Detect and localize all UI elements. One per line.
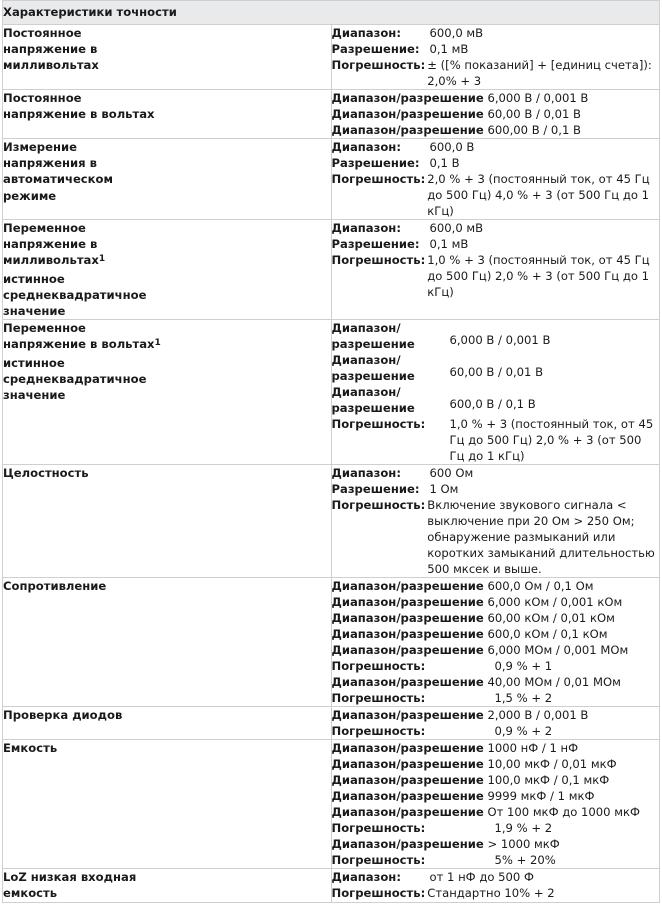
parameter-values-cell <box>331 90 660 139</box>
spec-line <box>332 674 660 690</box>
spec-value: 6,000 МОм / 0,001 МОм <box>483 643 629 658</box>
parameter-values-cell <box>331 578 660 707</box>
parameter-values-cell <box>331 220 660 320</box>
spec-label: Погрешность: <box>331 253 426 267</box>
spec-line <box>332 658 660 674</box>
spec-value: 600,0 Ом / 0,1 Ом <box>483 579 594 594</box>
spec-line <box>332 690 660 706</box>
spec-line <box>332 155 660 171</box>
parameter-name-line: LoZ низкая входная <box>3 870 137 885</box>
parameter-name-line: истинное <box>3 271 65 286</box>
parameter-values-cell <box>331 139 660 220</box>
table-row <box>3 465 660 578</box>
spec-label: Диапазон: <box>331 870 401 885</box>
spec-value: От 100 мкФ до 1000 мкФ <box>483 805 640 820</box>
parameter-values-cell <box>331 707 660 740</box>
parameter-name-line: Проверка диодов <box>3 708 123 723</box>
parameter-name-cell <box>3 90 332 139</box>
spec-label: Диапазон/разрешение <box>331 579 484 594</box>
spec-label: Погрешность: <box>331 886 426 901</box>
spec-line <box>332 90 660 106</box>
parameter-name-line: напряжения в <box>3 156 97 171</box>
parameter-name-line: Переменное <box>3 321 86 336</box>
spec-value: 600,0 В / 0,1 В <box>449 397 536 412</box>
parameter-name-line: напряжение в вольтах <box>3 107 155 122</box>
spec-label: Погрешность: <box>331 724 426 739</box>
spec-value: 1,0 % + 3 (постоянный ток, от 45 Гц до 500 Гц) 2,0 % + 3 (от 500 Гц до 1 кГц) <box>449 417 654 464</box>
table-header-row <box>3 1 660 25</box>
parameter-name-cell <box>3 740 332 869</box>
parameter-name-extra <box>3 355 331 404</box>
spec-value: 600,0 мВ <box>429 26 484 40</box>
spec-value: 60,00 кОм / 0,01 кОм <box>483 611 615 626</box>
spec-line <box>332 723 660 739</box>
spec-value: 600,0 В <box>429 140 475 154</box>
parameter-name-line: значение <box>3 304 66 319</box>
parameter-name-cell <box>3 707 332 740</box>
parameter-name-cell <box>3 220 332 320</box>
parameter-name-line: напряжение в <box>3 42 98 57</box>
spec-value: 2,000 В / 0,001 В <box>483 708 589 723</box>
parameter-name-cell <box>3 869 332 902</box>
spec-value: 10,00 мкФ / 0,01 мкФ <box>483 757 617 772</box>
spec-line <box>332 465 660 481</box>
spec-label: Погрешность: <box>331 853 426 868</box>
spec-line <box>332 756 660 772</box>
parameter-name-line: Емкость <box>3 741 58 756</box>
spec-line <box>332 252 660 300</box>
spec-value: 1,9 % + 2 <box>494 821 553 836</box>
spec-label: Диапазон/разрешение <box>331 708 484 723</box>
parameter-name-cell <box>3 465 332 578</box>
spec-value: 0,9 % + 2 <box>494 724 553 739</box>
spec-label: Диапазон/разрешение <box>331 385 415 416</box>
spec-line <box>332 594 660 610</box>
spec-line <box>332 626 660 642</box>
spec-label: Погрешность: <box>331 821 426 836</box>
parameter-name-line: Переменное <box>3 221 86 235</box>
parameter-name-line: значение <box>3 388 66 403</box>
spec-line <box>332 642 660 658</box>
parameter-name-line: милливольтах$^1$ <box>3 253 106 268</box>
spec-value: ± ([% показаний] + [единиц счета]): 2,0% + 3 <box>427 58 656 88</box>
spec-value: 6,000 В / 0,001 В <box>483 91 589 105</box>
spec-value: Стандартно 10% + 2 <box>427 886 555 901</box>
parameter-values-cell <box>331 465 660 578</box>
spec-value: 1000 нФ / 1 нФ <box>483 741 579 756</box>
spec-value: 0,1 мВ <box>429 42 469 56</box>
spec-label: Диапазон: <box>331 221 401 235</box>
spec-line <box>332 41 660 57</box>
spec-label: Погрешность: <box>331 691 426 706</box>
spec-label: Погрешность: <box>331 58 426 72</box>
spec-line <box>332 610 660 626</box>
parameter-name-line: автоматическом <box>3 172 113 187</box>
table-row <box>3 869 660 902</box>
spec-label: Диапазон/разрешение <box>331 805 484 820</box>
spec-value: 60,00 В / 0,01 В <box>449 365 544 380</box>
spec-line <box>332 820 660 836</box>
spec-line <box>332 352 660 384</box>
spec-label: Диапазон/разрешение <box>331 837 484 852</box>
spec-label: Диапазон/разрешение <box>331 773 484 788</box>
spec-value: 2,0 % + 3 (постоянный ток, от 45 Гц до 500 Гц) 4,0 % + 3 (от 500 Гц до 1 кГц) <box>427 172 654 218</box>
spec-line <box>332 122 660 138</box>
spec-line <box>332 869 660 885</box>
spec-value: 600,00 В / 0,1 В <box>483 123 581 137</box>
spec-label: Диапазон/разрешение <box>331 627 484 642</box>
parameter-values-cell <box>331 25 660 90</box>
parameter-name-line: Сопротивление <box>3 579 107 594</box>
spec-value: 60,00 В / 0,01 В <box>483 107 581 121</box>
spec-value: 1,5 % + 2 <box>494 691 553 706</box>
spec-value: 0,1 мВ <box>429 237 469 251</box>
spec-line <box>332 220 660 236</box>
spec-label: Погрешность: <box>331 172 426 186</box>
parameter-name-line: Целостность <box>3 466 89 481</box>
spec-line <box>332 707 660 723</box>
spec-label: Погрешность: <box>331 659 426 674</box>
spec-label: Погрешность: <box>331 498 426 513</box>
parameter-name-cell <box>3 139 332 220</box>
footnote-marker: 1 <box>154 338 161 349</box>
spec-value: 40,00 МОм / 0,01 МОм <box>483 675 621 690</box>
spec-label: Диапазон: <box>331 140 401 154</box>
parameter-name-line: Измерение <box>3 140 77 154</box>
spec-label: Разрешение: <box>331 237 420 251</box>
parameter-name-cell <box>3 25 332 90</box>
spec-line <box>332 852 660 868</box>
spec-line <box>332 416 660 464</box>
spec-line <box>332 384 660 416</box>
parameter-name-line: среднеквадратичное <box>3 371 147 386</box>
spec-label: Диапазон/разрешение <box>331 321 415 352</box>
table-row <box>3 220 660 320</box>
parameter-name-line: напряжение в <box>3 237 98 252</box>
spec-line <box>332 836 660 852</box>
parameter-name-line: истинное <box>3 355 65 370</box>
spec-line <box>332 804 660 820</box>
spec-value: 100,0 мкФ / 0,1 мкФ <box>483 773 610 788</box>
spec-label: Диапазон/разрешение <box>331 789 484 804</box>
spec-line <box>332 171 660 219</box>
spec-line <box>332 788 660 804</box>
footnote-marker: 1 <box>98 254 106 265</box>
spec-line <box>332 139 660 155</box>
parameter-name-cell <box>3 578 332 707</box>
spec-label: Диапазон/разрешение <box>331 91 484 105</box>
spec-value: 0,1 В <box>429 156 460 170</box>
spec-label: Диапазон: <box>331 26 401 40</box>
table-row <box>3 320 660 465</box>
parameter-name-line: режиме <box>3 188 57 203</box>
spec-line <box>332 481 660 497</box>
spec-value: 600,0 кОм / 0,1 кОм <box>483 627 608 642</box>
parameter-name-line: милливольтах <box>3 58 99 73</box>
table-row <box>3 90 660 139</box>
spec-line <box>332 578 660 594</box>
spec-label: Диапазон/разрешение <box>331 611 484 626</box>
spec-label: Диапазон/разрешение <box>331 595 484 610</box>
spec-line <box>332 25 660 41</box>
spec-value: 1 Ом <box>429 482 459 497</box>
spec-value: 600 Ом <box>429 466 474 481</box>
spec-label: Диапазон/разрешение <box>331 757 484 772</box>
spec-line <box>332 885 660 901</box>
spec-value: 0,9 % + 1 <box>494 659 553 674</box>
spec-label: Диапазон/разрешение <box>331 107 484 121</box>
spec-value: 1,0 % + 3 (постоянный ток, от 45 Гц до 500 Гц) 2,0 % + 3 (от 500 Гц до 1 кГц) <box>427 253 654 299</box>
parameter-name-cell <box>3 320 332 465</box>
table-row <box>3 139 660 220</box>
spec-label: Разрешение: <box>331 482 420 497</box>
spec-label: Погрешность: <box>331 417 426 432</box>
parameter-values-cell <box>331 740 660 869</box>
parameter-name-line: Постоянное <box>3 26 82 40</box>
spec-line <box>332 320 660 352</box>
parameter-values-cell <box>331 320 660 465</box>
spec-label: Разрешение: <box>331 156 420 170</box>
table-title: Характеристики точности <box>3 1 660 25</box>
table-row <box>3 707 660 740</box>
parameter-values-cell <box>331 869 660 902</box>
spec-label: Диапазон/разрешение <box>331 741 484 756</box>
spec-label: Диапазон/разрешение <box>331 675 484 690</box>
spec-value: от 1 нФ до 500 Ф <box>429 870 534 885</box>
accuracy-specs-table <box>2 0 660 903</box>
spec-value: > 1000 мкФ <box>483 837 560 852</box>
parameter-name-line: Постоянное <box>3 91 82 105</box>
spec-line <box>332 236 660 252</box>
table-body <box>3 25 660 903</box>
spec-value: 6,000 В / 0,001 В <box>449 333 551 348</box>
spec-value: 5% + 20% <box>494 853 556 868</box>
spec-line <box>332 497 660 577</box>
table-row <box>3 740 660 869</box>
spec-line <box>332 106 660 122</box>
spec-value: 9999 мкФ / 1 мкФ <box>483 789 595 804</box>
spec-value: Включение звукового сигнала < выключение при 20 Ом > 250 Ом; обнаружение размыканий или коротких замыканий длительностью 500 мксек и выше. <box>427 498 659 577</box>
parameter-name-line: среднеквадратичное <box>3 287 147 302</box>
spec-line <box>332 57 660 89</box>
spec-label: Диапазон/разрешение <box>331 643 484 658</box>
spec-line <box>332 740 660 756</box>
table-row <box>3 25 660 90</box>
spec-label: Диапазон/разрешение <box>331 353 415 384</box>
parameter-name-line: емкость <box>3 886 58 901</box>
spec-label: Диапазон/разрешение <box>331 123 484 137</box>
parameter-name-line: напряжение в вольтах$^1$ <box>3 337 161 352</box>
spec-label: Разрешение: <box>331 42 420 56</box>
spec-line <box>332 772 660 788</box>
parameter-name-extra <box>3 271 331 320</box>
spec-value: 600,0 мВ <box>429 221 484 235</box>
spec-label: Диапазон: <box>331 466 401 481</box>
table-row <box>3 578 660 707</box>
spec-value: 6,000 кОм / 0,001 кОм <box>483 595 623 610</box>
